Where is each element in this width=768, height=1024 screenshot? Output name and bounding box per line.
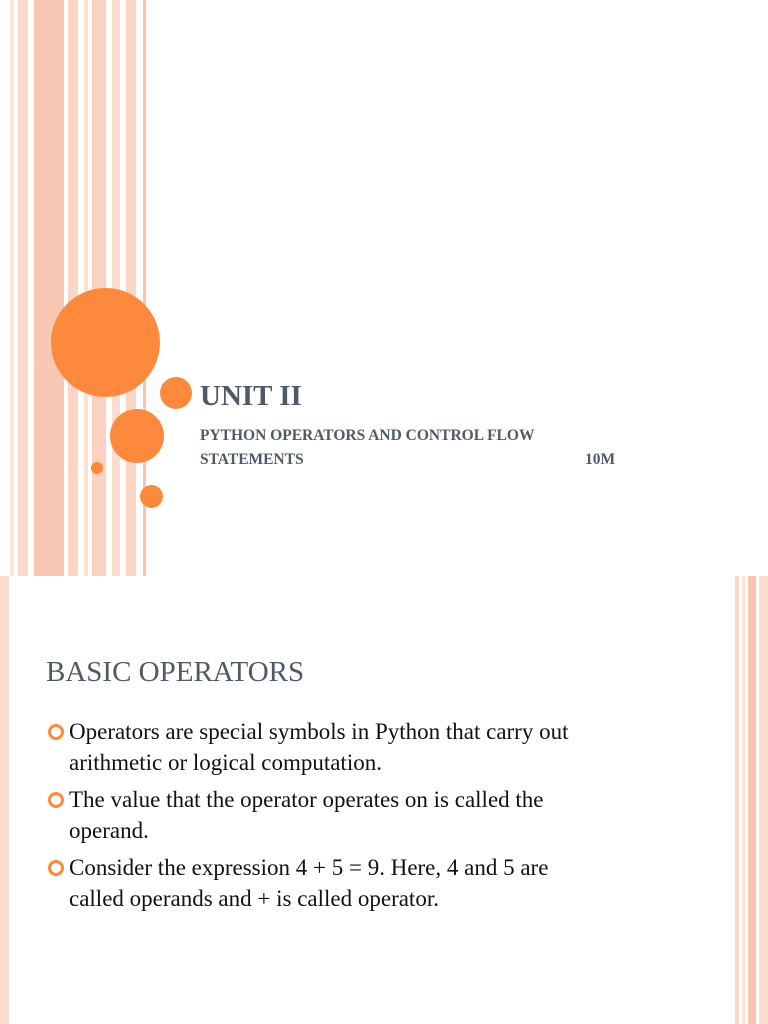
list-item	[46, 716, 686, 778]
bullet-text: Consider the expression 4 + 5 = 9. Here, 4 and 5 are	[69, 855, 549, 880]
decor-stripe	[748, 576, 756, 1024]
bullet-list	[46, 716, 686, 920]
slide-subtitle: STATEMENTS	[200, 451, 304, 468]
orange-circle-decoration	[110, 409, 164, 463]
slide-title: UNIT II	[200, 380, 302, 412]
bullet-ring-icon	[48, 860, 64, 876]
decor-stripe	[742, 576, 745, 1024]
decor-stripe	[10, 0, 14, 576]
slide-subtitle: PYTHON OPERATORS AND CONTROL FLOW	[200, 427, 535, 444]
slide-title: BASIC OPERATORS	[46, 656, 305, 688]
content-slide	[0, 576, 768, 1024]
bullet-text: The value that the operator operates on is called the	[69, 787, 544, 812]
decor-stripe	[759, 576, 768, 1024]
list-item	[46, 852, 686, 914]
orange-circle-decoration	[91, 462, 103, 474]
decor-stripe	[68, 0, 78, 576]
bullet-text: called operands and + is called operator.	[69, 886, 439, 911]
bullet-ring-icon	[48, 792, 64, 808]
list-item	[46, 784, 686, 846]
orange-circle-decoration	[160, 377, 192, 409]
orange-circle-decoration	[51, 288, 160, 397]
decor-stripe	[84, 0, 88, 576]
orange-circle-decoration	[140, 485, 163, 508]
bullet-text: operand.	[69, 818, 149, 843]
bullet-ring-icon	[48, 724, 64, 740]
decor-stripe	[126, 0, 136, 576]
decor-stripe	[0, 576, 9, 1024]
bullet-text: arithmetic or logical computation.	[69, 750, 382, 775]
bullet-text: Operators are special symbols in Python that carry out	[69, 719, 569, 744]
marks-label: 10M	[585, 451, 616, 468]
decor-stripe	[18, 0, 28, 576]
decor-stripe	[34, 0, 64, 576]
decor-stripe	[735, 576, 739, 1024]
